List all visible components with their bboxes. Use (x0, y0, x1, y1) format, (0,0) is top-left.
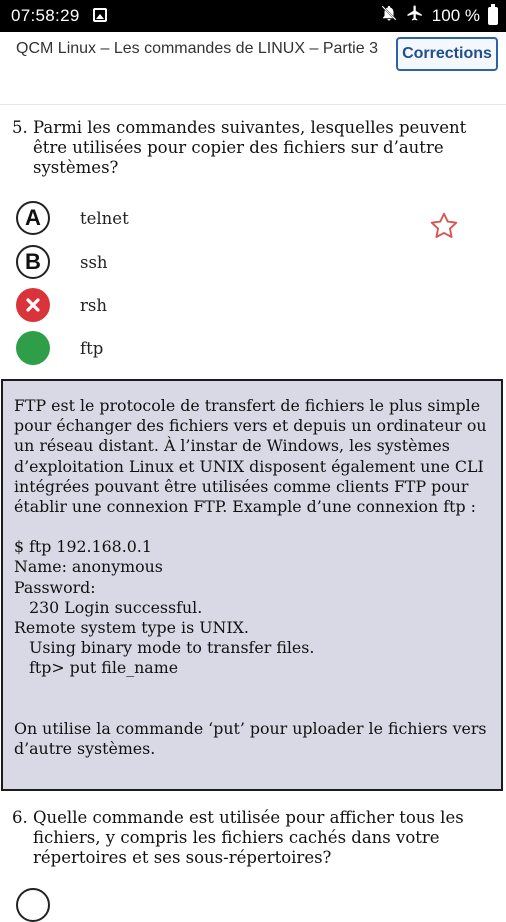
option-d[interactable] (16, 330, 104, 366)
page-title: QCM Linux – Les commandes de LINUX – Partie 3 (16, 40, 378, 57)
question-6 (12, 808, 503, 868)
option-c-label: rsh (80, 295, 107, 315)
airplane-mode-icon (406, 4, 424, 27)
option-c[interactable] (16, 287, 107, 323)
favorite-star-icon[interactable] (428, 210, 460, 242)
wrong-answer-icon (16, 288, 50, 322)
status-icons (380, 4, 498, 27)
status-time: 07:58:29 (11, 6, 80, 25)
question-5 (12, 118, 503, 178)
question-number: 5. (12, 118, 28, 137)
mute-notifications-icon (380, 4, 398, 27)
image-notification-icon (93, 8, 107, 22)
explanation-conclusion: On utilise la commande ‘put’ pour uploader le fichiers vers d’autre systèmes. (14, 718, 492, 758)
battery-icon (488, 7, 498, 25)
option-a[interactable] (16, 200, 129, 236)
question-text: Quelle commande est utilisée pour afficher tous les fichiers, y compris les fichiers cachés dans votre répertoires et ses sous-répertoires? (33, 808, 464, 867)
option-b-badge: B (16, 245, 50, 279)
status-bar (0, 0, 506, 32)
option-badge[interactable] (16, 888, 50, 922)
corrections-button[interactable]: Corrections (396, 37, 498, 71)
battery-level: 100 % (431, 5, 480, 25)
option-a-badge: A (16, 201, 50, 235)
question-number: 6. (12, 808, 28, 827)
explanation-code: $ ftp 192.168.0.1 Name: anonymous Password: 230 Login successful. Remote system type is UNIX. Using binary mode to transfer files. ftp> put file_name (14, 537, 315, 678)
explanation-paragraph: FTP est le protocole de transfert de fichiers le plus simple pour échanger des fichiers vers et depuis un ordinateur ou un réseau distant. À l’instar de Windows, les systèmes d’exploitation Linux et UNIX disposent également une CLI intégrées pouvant être utilisées comme clients FTP pour établir une connexion FTP. Example d’une connexion ftp : (14, 396, 492, 517)
option-a-label: telnet (80, 208, 129, 228)
question-text: Parmi les commandes suivantes, lesquelles peuvent être utilisées pour copier des fichiers sur d’autre systèmes? (33, 118, 467, 177)
explanation-box (1, 379, 503, 791)
correct-answer-icon (16, 331, 50, 365)
option-d-label: ftp (80, 338, 104, 358)
app-bar (0, 32, 506, 105)
option-b[interactable] (16, 244, 108, 280)
option-b-label: ssh (80, 252, 108, 272)
